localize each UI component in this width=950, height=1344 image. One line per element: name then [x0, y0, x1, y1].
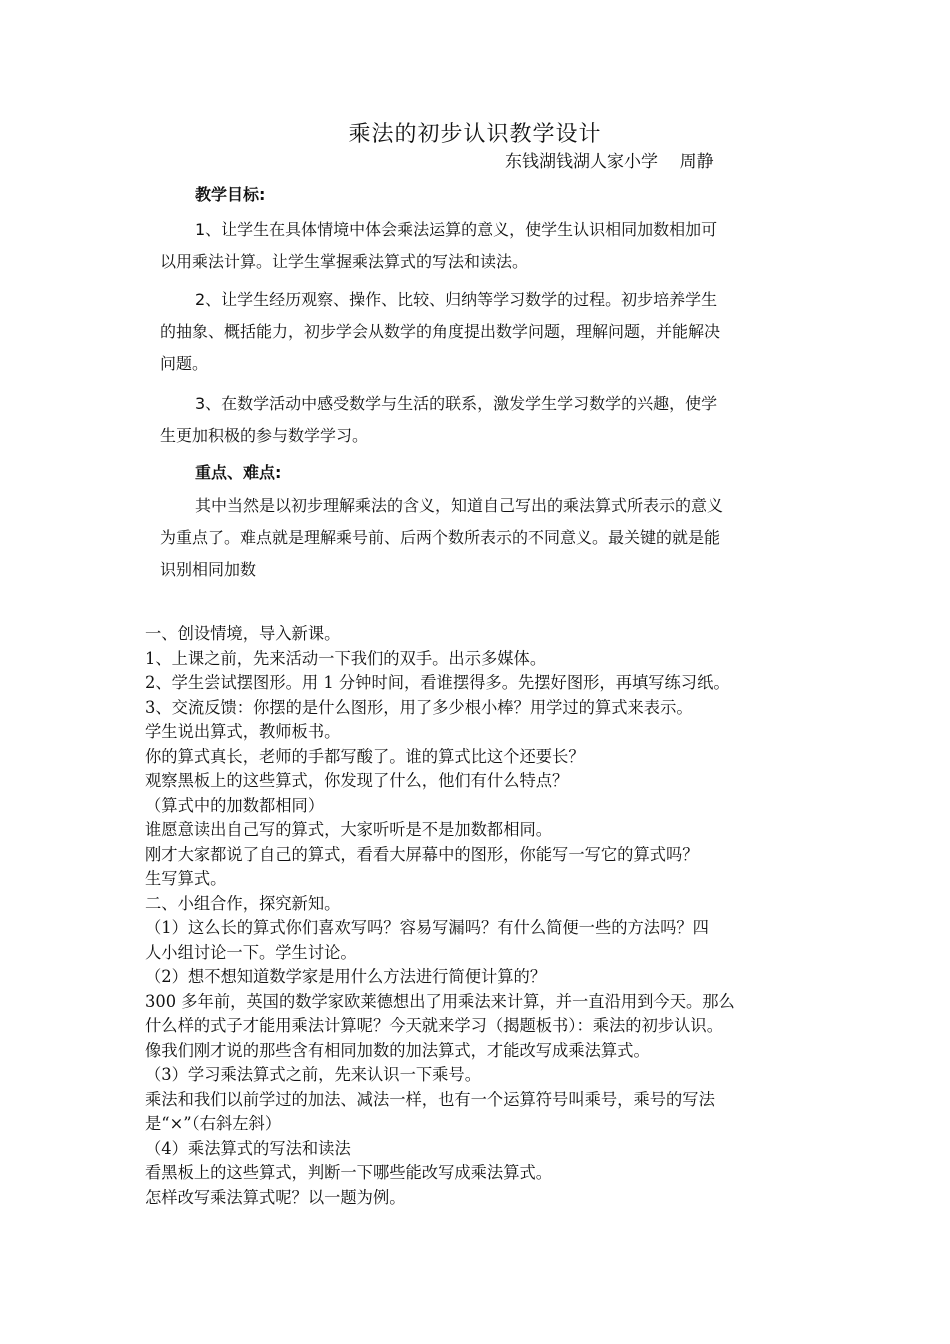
keypoints-paragraph [160, 490, 780, 586]
body-line: 乘法和我们以前学过的加法、减法一样，也有一个运算符号叫乘号，乘号的写法 [145, 1089, 715, 1109]
objectives-heading: 教学目标: [195, 185, 266, 204]
body-line: 谁愿意读出自己写的算式，大家听听是不是加数都相同。 [145, 820, 553, 839]
body-line: 二、小组合作，探究新知。 [145, 893, 341, 913]
keypoints-line: 其中当然是以初步理解乘法的含义，知道自己写出的乘法算式所表示的意义 [195, 496, 724, 515]
body-line: 生写算式。 [145, 869, 227, 888]
body-line: 一、创设情境，导入新课。 [145, 624, 341, 643]
body-line: 2、学生尝试摆图形。用 1 分钟时间，看谁摆得多。先摆好图形，再填写练习纸。 [145, 673, 730, 692]
objective-3-line: 3、在数学活动中感受数学与生活的联系，激发学生学习数学的兴趣，使学 [195, 394, 718, 413]
body-line: （4）乘法算式的写法和读法 [145, 1138, 351, 1158]
author-line: 东钱湖钱湖人家小学 周静 [505, 152, 714, 172]
body-line: 什么样的式子才能用乘法计算呢？今天就来学习（揭题板书）：乘法的初步认识。 [145, 1016, 723, 1035]
body-line: 看黑板上的这些算式，判断一下哪些能改写成乘法算式。 [145, 1163, 553, 1182]
body-line: （算式中的加数都相同） [145, 795, 325, 815]
body-line: 人小组讨论一下。学生讨论。 [145, 942, 357, 962]
objective-3-line: 生更加积极的参与数学学习。 [160, 426, 369, 445]
body-line: 3、交流反馈：你摆的是什么图形，用了多少根小棒？用学过的算式来表示。 [145, 697, 693, 717]
body-line: 观察黑板上的这些算式，你发现了什么，他们有什么特点？ [145, 771, 569, 790]
objective-1 [160, 214, 780, 278]
body-line: 是“×”（右斜左斜） [145, 1114, 282, 1133]
body-line: 300 多年前，英国的数学家欧莱德想出了用乘法来计算，并一直沿用到今天。那么 [145, 991, 735, 1011]
objective-2-line: 的抽象、概括能力，初步学会从数学的角度提出数学问题，理解问题，并能解决 [160, 322, 721, 341]
body-line: 怎样改写乘法算式呢？以一题为例。 [145, 1187, 406, 1207]
objective-3 [160, 388, 780, 452]
objective-1-line: 以用乘法计算。让学生掌握乘法算式的写法和读法。 [160, 252, 529, 271]
body-line: 1、上课之前，先来活动一下我们的双手。出示多媒体。 [145, 648, 547, 668]
objective-2-line: 问题。 [160, 354, 209, 373]
body-line: 刚才大家都说了自己的算式，看看大屏幕中的图形，你能写一写它的算式吗？ [145, 844, 699, 864]
body-line: 像我们刚才说的那些含有相同加数的加法算式，才能改写成乘法算式。 [145, 1040, 650, 1060]
body-line: 学生说出算式，教师板书。 [145, 722, 341, 741]
body-line: （3）学习乘法算式之前，先来认识一下乘号。 [145, 1065, 481, 1084]
document-title: 乘法的初步认识教学设计 [348, 122, 602, 147]
objective-2-line: 2、让学生经历观察、操作、比较、归纳等学习数学的过程。初步培养学生 [195, 290, 718, 309]
objective-1-line: 1、让学生在具体情境中体会乘法运算的意义，使学生认识相同加数相加可 [195, 220, 718, 239]
body-line: 你的算式真长，老师的手都写酸了。谁的算式比这个还要长？ [145, 746, 585, 766]
objective-2 [160, 284, 780, 380]
lesson-body [145, 622, 813, 1210]
keypoints-line: 为重点了。难点就是理解乘号前、后两个数所表示的不同意义。最关键的就是能 [160, 528, 721, 547]
body-line: （1）这么长的算式你们喜欢写吗？容易写漏吗？有什么简便一些的方法吗？四 [145, 918, 709, 937]
keypoints-heading: 重点、难点: [195, 463, 282, 482]
keypoints-line: 识别相同加数 [160, 560, 257, 579]
body-line: （2）想不想知道数学家是用什么方法进行简便计算的？ [145, 967, 547, 986]
